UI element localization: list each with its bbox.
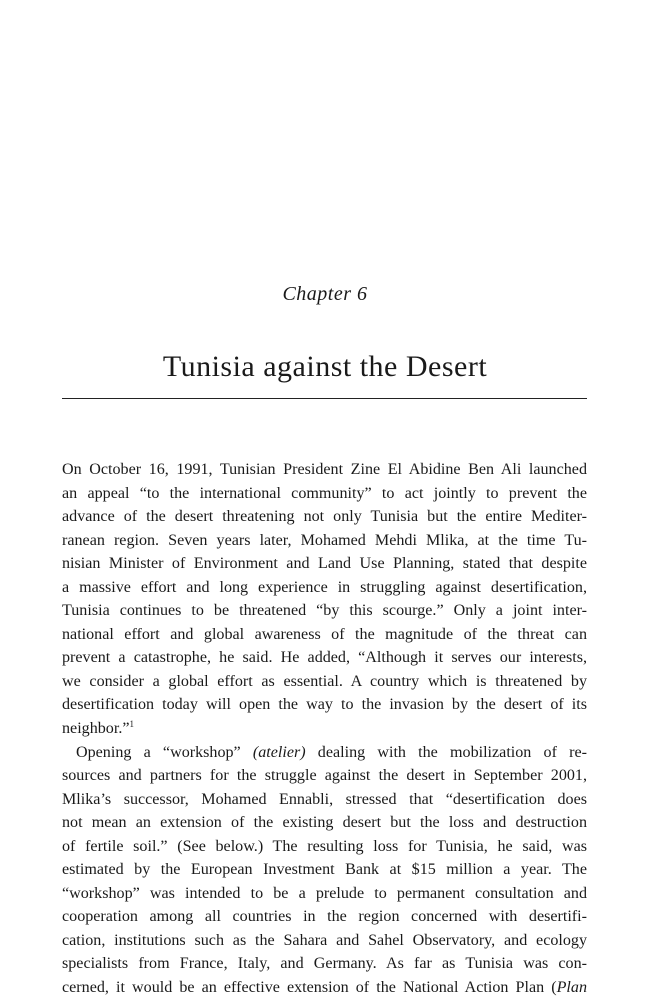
title-divider <box>62 398 587 399</box>
text-line: an appeal “to the international community” to act jointly to prevent the <box>62 484 587 502</box>
text-line: Tunisia continues to be threatened “by this scourge.” Only a joint inter- <box>62 602 587 620</box>
text-line: On October 16, 1991, Tunisian President Zine El Abidine Ben Ali launched <box>62 461 587 478</box>
text-line: estimated by the European Investment Bank at $15 million a year. The <box>62 861 587 879</box>
text-line: we consider a global effort as essential. A country which is threatened by <box>62 672 587 690</box>
text-line: specialists from France, Italy, and Germany. As far as Tunisia was con- <box>62 955 587 973</box>
footnote-ref: 1 <box>129 719 134 730</box>
text-segment: dealing with the mobilization of re- <box>305 743 587 761</box>
text-line <box>62 741 587 765</box>
text-segment: cerned, it would be an effective extension of the National Action Plan ( <box>62 979 557 997</box>
italic-term: Plan <box>556 979 587 997</box>
text-line: “workshop” was intended to be a prelude to permanent consultation and <box>62 884 587 902</box>
text-line: prevent a catastrophe, he said. He added, “Although it serves our interests, <box>62 649 587 667</box>
chapter-title: Tunisia against the Desert <box>162 350 488 383</box>
text-line: advance of the desert threatening not only Tunisia but the entire Mediter- <box>62 508 587 526</box>
text-line: ranean region. Seven years later, Mohamed Mehdi Mlika, at the time Tu- <box>62 531 587 549</box>
text-line: cooperation among all countries in the region concerned with desertifi- <box>62 908 587 926</box>
text-line: desertification today will open the way to the invasion by the desert of its <box>62 696 587 714</box>
text-line <box>62 976 587 1000</box>
text-line: a massive effort and long experience in struggling against desertification, <box>62 578 587 596</box>
text-line: national effort and global awareness of the magnitude of the threat can <box>62 625 587 643</box>
text-line: sources and partners for the struggle against the desert in September 2001, <box>62 767 587 785</box>
text-line: not mean an extension of the existing desert but the loss and destruction <box>62 814 587 832</box>
italic-term: (atelier) <box>252 743 306 761</box>
chapter-label: Chapter 6 <box>282 283 368 305</box>
body-text <box>62 458 587 1000</box>
text-line <box>62 717 587 741</box>
text-line: of fertile soil.” (See below.) The resulting loss for Tunisia, he said, was <box>62 837 587 855</box>
text-segment: Opening a “workshop” <box>76 743 253 761</box>
text-line: nisian Minister of Environment and Land Use Planning, stated that despite <box>62 555 587 573</box>
text-line: Mlika’s successor, Mohamed Ennabli, stressed that “desertification does <box>62 790 587 808</box>
text-segment: neighbor.” <box>62 720 130 738</box>
text-line: cation, institutions such as the Sahara and Sahel Observatory, and ecology <box>62 931 587 949</box>
